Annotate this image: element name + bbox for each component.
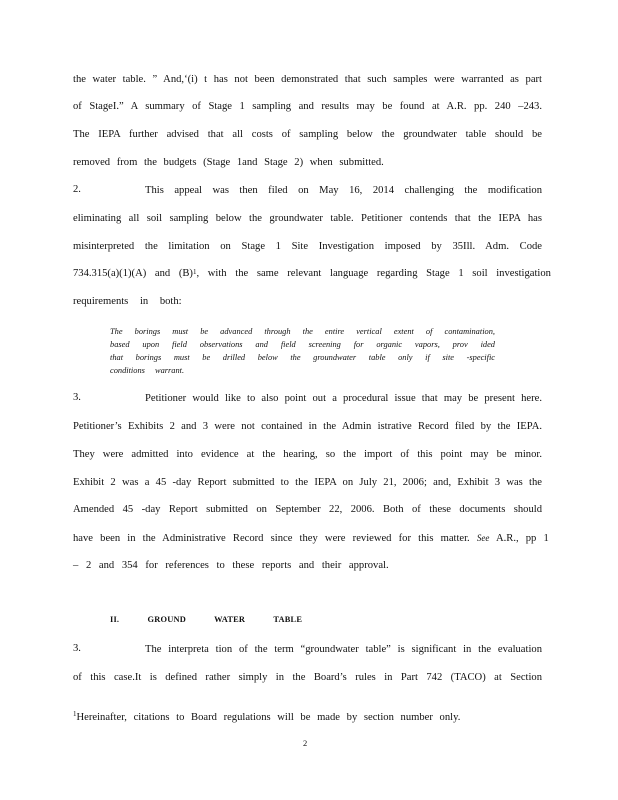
footnote <box>73 712 468 723</box>
body-line: requirements in both: <box>73 296 182 307</box>
section-word: GROUND <box>147 615 186 624</box>
see-signal: See <box>476 533 490 543</box>
body-text: , with the same relevant language regarding Stage 1 soil investigation <box>196 268 551 279</box>
body-line: removed from the budgets (Stage 1and Stage 2) when submitted. <box>73 157 384 168</box>
section-numeral: II. <box>110 615 120 624</box>
section-word: WATER <box>214 615 246 624</box>
body-line: the water table. ” And,‘(i) t has not been demonstrated that such samples were warranted as part <box>73 74 542 85</box>
body-line: Exhibit 2 was a 45 -day Report submitted to the IEPA on July 21, 2006; and, Exhibit 3 was the <box>73 477 542 488</box>
body-line: – 2 and 354 for references to these reports and their approval. <box>73 560 389 571</box>
body-line: eliminating all soil sampling below the groundwater table. Petitioner contends that the IEPA has <box>73 213 542 224</box>
quote-line: The borings must be advanced through the entire vertical extent of contamination, <box>110 327 495 336</box>
body-line: The IEPA further advised that all costs of sampling below the groundwater table should be <box>73 129 542 140</box>
quote-line: based upon field observations and field screening for organic vapors, prov ided <box>110 340 495 349</box>
body-line <box>73 531 549 546</box>
footnote-marker: 1 <box>192 268 197 276</box>
quote-line: conditions warrant. <box>110 366 185 375</box>
body-line: Petitioner would like to also point out a procedural issue that may be present here. <box>145 393 542 404</box>
body-line: This appeal was then filed on May 16, 2014 challenging the modification <box>145 185 542 196</box>
page-number: 2 <box>303 738 308 748</box>
body-line: Amended 45 -day Report submitted on September 22, 2006. Both of these documents should <box>73 504 542 515</box>
body-line: of StageI.” A summary of Stage 1 sampling and results may be found at A.R. pp. 240 –243. <box>73 101 542 112</box>
paragraph-number: 3. <box>73 392 81 403</box>
body-text: have been in the Administrative Record since they were reviewed for this matter. <box>73 533 470 544</box>
body-line: Petitioner’s Exhibits 2 and 3 were not contained in the Admin istrative Record filed by the IEPA. <box>73 421 542 432</box>
footnote-marker: 1 <box>73 710 77 718</box>
body-line: The interpreta tion of the term “groundwater table” is significant in the evaluation <box>145 644 542 655</box>
footnote-text: Hereinafter, citations to Board regulations will be made by section number only. <box>76 712 461 723</box>
body-line: misinterpreted the limitation on Stage 1 Site Investigation imposed by 35Ill. Adm. Code <box>73 241 542 252</box>
paragraph-number: 3. <box>73 643 81 654</box>
quote-line: that borings must be drilled below the groundwater table only if site -specific <box>110 353 495 362</box>
paragraph-number: 2. <box>73 184 81 195</box>
body-line <box>73 267 551 281</box>
body-line: of this case.It is defined rather simply in the Board’s rules in Part 742 (TACO) at Section <box>73 672 542 683</box>
section-word: TABLE <box>273 615 303 624</box>
body-text: A.R., pp 1 <box>495 533 549 544</box>
citation-text: 734.315(a)(1)(A) and (B) <box>73 268 193 279</box>
body-line: They were admitted into evidence at the hearing, so the import of this point may be minor. <box>73 449 542 460</box>
section-heading <box>110 615 328 624</box>
